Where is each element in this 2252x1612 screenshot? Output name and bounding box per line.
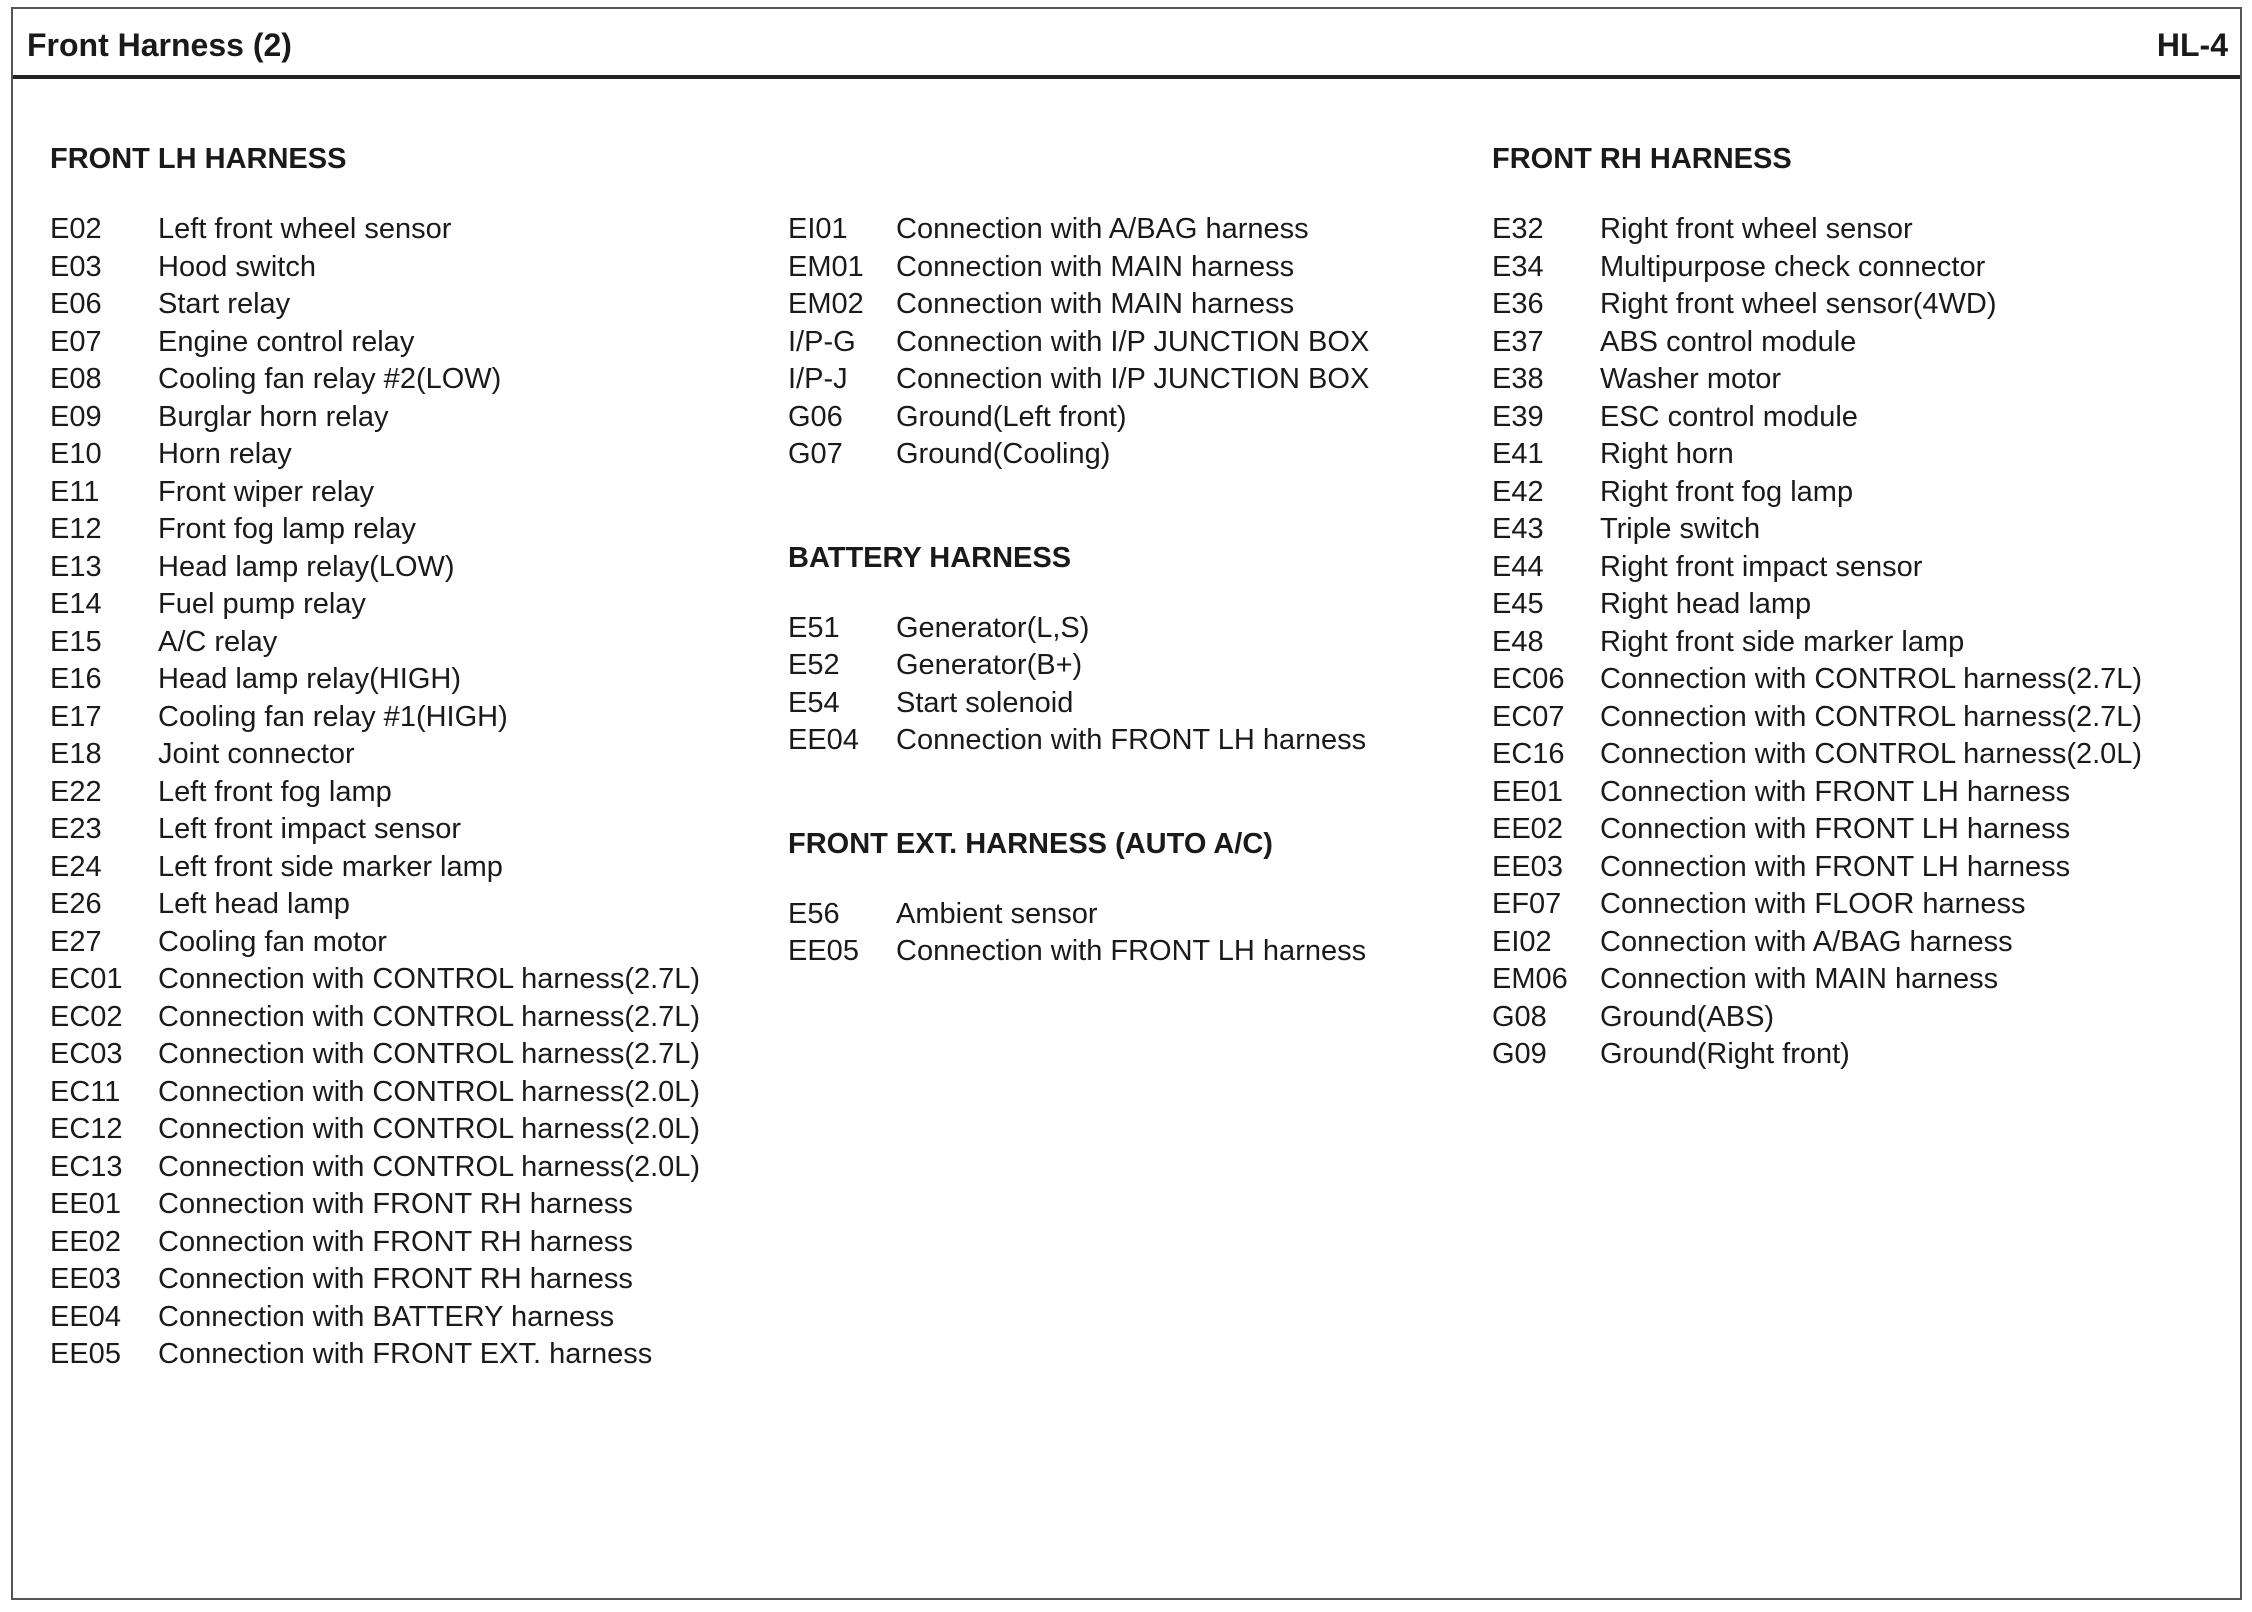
connector-description: Connection with CONTROL harness(2.7L)	[1600, 663, 2143, 695]
connector-code: E13	[50, 550, 102, 583]
connector-row	[50, 736, 770, 774]
connector-row	[50, 249, 770, 287]
connector-code: E11	[50, 475, 100, 508]
connector-description: Connection with I/P JUNCTION BOX	[896, 325, 1370, 358]
connector-description: Horn relay	[158, 438, 292, 470]
front-lh-continued-list	[788, 211, 1468, 474]
connector-code: E09	[50, 400, 102, 433]
connector-code: EC12	[50, 1113, 123, 1145]
connector-code: E16	[50, 663, 102, 695]
connector-row	[50, 474, 770, 512]
connector-description: Ground(Right front)	[1600, 1038, 1850, 1070]
connector-row	[50, 324, 770, 362]
connector-code: I/P-J	[788, 363, 848, 395]
connector-description: Connection with CONTROL harness(2.7L)	[158, 1038, 701, 1070]
middle-column	[788, 141, 1468, 1037]
connector-code: E54	[788, 686, 840, 719]
battery-list	[788, 610, 1468, 760]
connector-row	[788, 610, 1468, 648]
connector-description: Connection with FRONT LH harness	[896, 724, 1367, 756]
connector-description: Connection with CONTROL harness(2.7L)	[158, 1000, 701, 1033]
connector-code: E08	[50, 363, 102, 395]
connector-code: E51	[788, 611, 840, 644]
connector-row	[1492, 736, 2232, 774]
connector-row	[788, 361, 1468, 399]
connector-row	[50, 1224, 770, 1262]
connector-description: Left head lamp	[158, 888, 350, 920]
connector-description: Generator(L,S)	[896, 611, 1090, 644]
connector-description: ABS control module	[1600, 325, 1857, 358]
connector-code: E36	[1492, 288, 1544, 320]
connector-description: Ground(ABS)	[1600, 1000, 1775, 1033]
connector-row	[788, 324, 1468, 362]
connector-description: Front fog lamp relay	[158, 513, 416, 545]
connector-description: Multipurpose check connector	[1600, 250, 1986, 283]
connector-description: Fuel pump relay	[158, 588, 366, 620]
connector-row	[1492, 1036, 2232, 1074]
connector-row	[788, 399, 1468, 437]
connector-code: E43	[1492, 513, 1544, 545]
connector-row	[1492, 849, 2232, 887]
connector-row	[50, 286, 770, 324]
connector-description: Connection with FRONT LH harness	[1600, 775, 2071, 808]
connector-code: E45	[1492, 588, 1544, 620]
connector-description: Connection with CONTROL harness(2.7L)	[158, 963, 701, 995]
connector-row	[50, 961, 770, 999]
connector-description: Left front side marker lamp	[158, 850, 503, 883]
connector-description: Connection with CONTROL harness(2.7L)	[1600, 700, 2143, 733]
connector-code: E34	[1492, 250, 1544, 283]
connector-description: Cooling fan relay #1(HIGH)	[158, 700, 508, 733]
connector-code: E56	[788, 897, 840, 930]
connector-code: E06	[50, 288, 102, 320]
connector-description: Left front impact sensor	[158, 813, 462, 845]
connector-code: G09	[1492, 1038, 1547, 1070]
connector-description: Right horn	[1600, 438, 1734, 470]
connector-description: Connection with A/BAG harness	[1600, 925, 2013, 958]
connector-code: E14	[50, 588, 102, 620]
connector-description: Right front wheel sensor(4WD)	[1600, 288, 1997, 320]
connector-row	[788, 286, 1468, 324]
connector-description: Right head lamp	[1600, 588, 1812, 620]
connector-description: Washer motor	[1600, 363, 1782, 395]
connector-code: E07	[50, 325, 102, 358]
connector-row	[1492, 436, 2232, 474]
connector-row	[1492, 211, 2232, 249]
connector-row	[1492, 886, 2232, 924]
connector-description: Connection with CONTROL harness(2.0L)	[1600, 738, 2143, 770]
connector-row	[50, 436, 770, 474]
connector-code: EM06	[1492, 963, 1568, 995]
connector-description: Hood switch	[158, 250, 316, 283]
connector-description: Connection with FRONT RH harness	[158, 1188, 633, 1220]
connector-code: E23	[50, 813, 102, 845]
connector-description: Cooling fan motor	[158, 925, 387, 958]
connector-description: Joint connector	[158, 738, 355, 770]
connector-row	[788, 685, 1468, 723]
connector-code: E38	[1492, 363, 1544, 395]
connector-code: EE02	[50, 1225, 121, 1258]
connector-code: E39	[1492, 400, 1544, 433]
connector-code: EE01	[50, 1188, 121, 1220]
connector-code: EE05	[788, 935, 859, 967]
connector-code: EI02	[1492, 925, 1552, 958]
connector-row	[1492, 324, 2232, 362]
connector-description: Connection with FLOOR harness	[1600, 888, 2026, 920]
connector-row	[1492, 511, 2232, 549]
connector-row	[50, 849, 770, 887]
connector-description: Connection with CONTROL harness(2.0L)	[158, 1075, 701, 1108]
connector-code: E17	[50, 700, 102, 733]
connector-description: Right front fog lamp	[1600, 475, 1854, 508]
connector-description: Head lamp relay(HIGH)	[158, 663, 461, 695]
connector-row	[50, 211, 770, 249]
connector-row	[1492, 586, 2232, 624]
connector-description: Right front side marker lamp	[1600, 625, 1965, 658]
connector-code: EE01	[1492, 775, 1563, 808]
connector-row	[1492, 811, 2232, 849]
connector-code: E22	[50, 775, 102, 808]
connector-code: EE02	[1492, 813, 1563, 845]
connector-row	[788, 211, 1468, 249]
connector-code: EM01	[788, 250, 864, 283]
section-title-front-ext: FRONT EXT. HARNESS (AUTO A/C)	[788, 827, 1273, 860]
connector-description: Connection with MAIN harness	[896, 250, 1295, 283]
connector-code: E32	[1492, 213, 1544, 245]
connector-code: I/P-G	[788, 325, 856, 358]
connector-description: Start relay	[158, 288, 291, 320]
connector-description: Right front impact sensor	[1600, 550, 1923, 583]
connector-row	[1492, 961, 2232, 999]
connector-code: G06	[788, 400, 843, 433]
connector-row	[50, 886, 770, 924]
connector-row	[50, 811, 770, 849]
battery-harness-section	[788, 540, 1468, 760]
connector-row	[1492, 361, 2232, 399]
connector-row	[1492, 999, 2232, 1037]
connector-code: G07	[788, 438, 843, 470]
connector-row	[50, 549, 770, 587]
connector-description: Burglar horn relay	[158, 400, 389, 433]
connector-code: E41	[1492, 438, 1544, 470]
connector-description: Connection with CONTROL harness(2.0L)	[158, 1150, 701, 1183]
connector-code: EE03	[1492, 850, 1563, 883]
connector-code: E48	[1492, 625, 1544, 658]
connector-description: Connection with MAIN harness	[1600, 963, 1999, 995]
connector-code: E12	[50, 513, 102, 545]
front-ext-list	[788, 896, 1468, 971]
front-lh-harness-column	[50, 141, 770, 1374]
connector-row	[50, 1299, 770, 1337]
connector-code: EI01	[788, 213, 848, 245]
front-rh-harness-column	[1492, 141, 2232, 1074]
connector-row	[50, 1149, 770, 1187]
connector-row	[50, 1111, 770, 1149]
connector-row	[50, 1186, 770, 1224]
section-title-front-lh: FRONT LH HARNESS	[50, 143, 347, 175]
connector-description: Front wiper relay	[158, 475, 374, 508]
connector-row	[50, 1336, 770, 1374]
connector-code: E02	[50, 213, 102, 245]
connector-description: Start solenoid	[896, 686, 1074, 719]
connector-code: EC13	[50, 1150, 123, 1183]
connector-row	[788, 933, 1468, 971]
connector-description: Connection with FRONT RH harness	[158, 1225, 633, 1258]
connector-description: Connection with I/P JUNCTION BOX	[896, 363, 1370, 395]
connector-description: Connection with CONTROL harness(2.0L)	[158, 1113, 701, 1145]
connector-description: Cooling fan relay #2(LOW)	[158, 363, 502, 395]
connector-description: Engine control relay	[158, 325, 415, 358]
connector-row	[1492, 399, 2232, 437]
connector-row	[50, 1074, 770, 1112]
page-number: HL-4	[2156, 27, 2228, 63]
connector-code: E03	[50, 250, 102, 283]
connector-row	[50, 399, 770, 437]
connector-description: ESC control module	[1600, 400, 1858, 433]
connector-code: E18	[50, 738, 102, 770]
connector-description: Connection with FRONT RH harness	[158, 1263, 633, 1295]
section-title-front-rh: FRONT RH HARNESS	[1492, 143, 1792, 175]
connector-code: EE04	[50, 1300, 121, 1333]
connector-row	[1492, 924, 2232, 962]
connector-code: EC01	[50, 963, 123, 995]
connector-description: Connection with A/BAG harness	[896, 213, 1309, 245]
connector-row	[788, 436, 1468, 474]
connector-row	[50, 361, 770, 399]
connector-description: Right front wheel sensor	[1600, 213, 1913, 245]
connector-description: Connection with FRONT EXT. harness	[158, 1338, 653, 1370]
connector-description: Connection with FRONT LH harness	[1600, 813, 2071, 845]
connector-row	[50, 924, 770, 962]
connector-row	[1492, 286, 2232, 324]
connector-code: E24	[50, 850, 102, 883]
connector-row	[50, 1261, 770, 1299]
page-title: Front Harness (2)	[27, 27, 292, 63]
connector-row	[1492, 249, 2232, 287]
connector-row	[788, 722, 1468, 760]
page-header	[13, 9, 2240, 79]
connector-description: Head lamp relay(LOW)	[158, 550, 455, 583]
connector-code: E10	[50, 438, 102, 470]
front-ext-harness-section	[788, 826, 1468, 971]
front-lh-list	[50, 211, 770, 1374]
connector-row	[50, 699, 770, 737]
front-lh-continued	[788, 141, 1468, 474]
connector-description: Left front wheel sensor	[158, 213, 452, 245]
connector-description: Left front fog lamp	[158, 775, 392, 808]
connector-code: EC07	[1492, 700, 1565, 733]
connector-description: Connection with BATTERY harness	[158, 1300, 615, 1333]
connector-row	[1492, 774, 2232, 812]
connector-code: EC06	[1492, 663, 1565, 695]
connector-row	[50, 661, 770, 699]
connector-row	[788, 249, 1468, 287]
connector-code: E44	[1492, 550, 1544, 583]
connector-description: Connection with FRONT LH harness	[896, 935, 1367, 967]
connector-row	[1492, 474, 2232, 512]
connector-row	[50, 1036, 770, 1074]
connector-code: EC16	[1492, 738, 1565, 770]
front-rh-list	[1492, 211, 2232, 1074]
connector-row	[788, 896, 1468, 934]
connector-row	[50, 774, 770, 812]
connector-row	[1492, 661, 2232, 699]
connector-code: G08	[1492, 1000, 1547, 1033]
connector-code: E26	[50, 888, 102, 920]
connector-row	[50, 624, 770, 662]
connector-code: E27	[50, 925, 102, 958]
connector-description: Generator(B+)	[896, 649, 1083, 681]
connector-row	[788, 647, 1468, 685]
connector-code: EM02	[788, 288, 864, 320]
connector-code: EE04	[788, 724, 859, 756]
connector-row	[1492, 699, 2232, 737]
connector-description: A/C relay	[158, 625, 278, 658]
connector-description: Ground(Cooling)	[896, 438, 1111, 470]
connector-code: EC02	[50, 1000, 123, 1033]
connector-row	[50, 999, 770, 1037]
connector-row	[1492, 624, 2232, 662]
connector-code: EC11	[50, 1075, 121, 1108]
connector-description: Ambient sensor	[896, 897, 1098, 930]
section-title-battery: BATTERY HARNESS	[788, 541, 1072, 574]
connector-code: EF07	[1492, 888, 1562, 920]
connector-description: Connection with FRONT LH harness	[1600, 850, 2071, 883]
connector-code: EC03	[50, 1038, 123, 1070]
connector-code: E15	[50, 625, 102, 658]
connector-code: E42	[1492, 475, 1544, 508]
connector-row	[50, 511, 770, 549]
connector-row	[1492, 549, 2232, 587]
connector-code: EE03	[50, 1263, 121, 1295]
connector-description: Connection with MAIN harness	[896, 288, 1295, 320]
connector-description: Triple switch	[1600, 513, 1761, 545]
connector-code: E52	[788, 649, 840, 681]
connector-code: E37	[1492, 325, 1544, 358]
connector-row	[50, 586, 770, 624]
connector-description: Ground(Left front)	[896, 400, 1127, 433]
connector-code: EE05	[50, 1338, 121, 1370]
